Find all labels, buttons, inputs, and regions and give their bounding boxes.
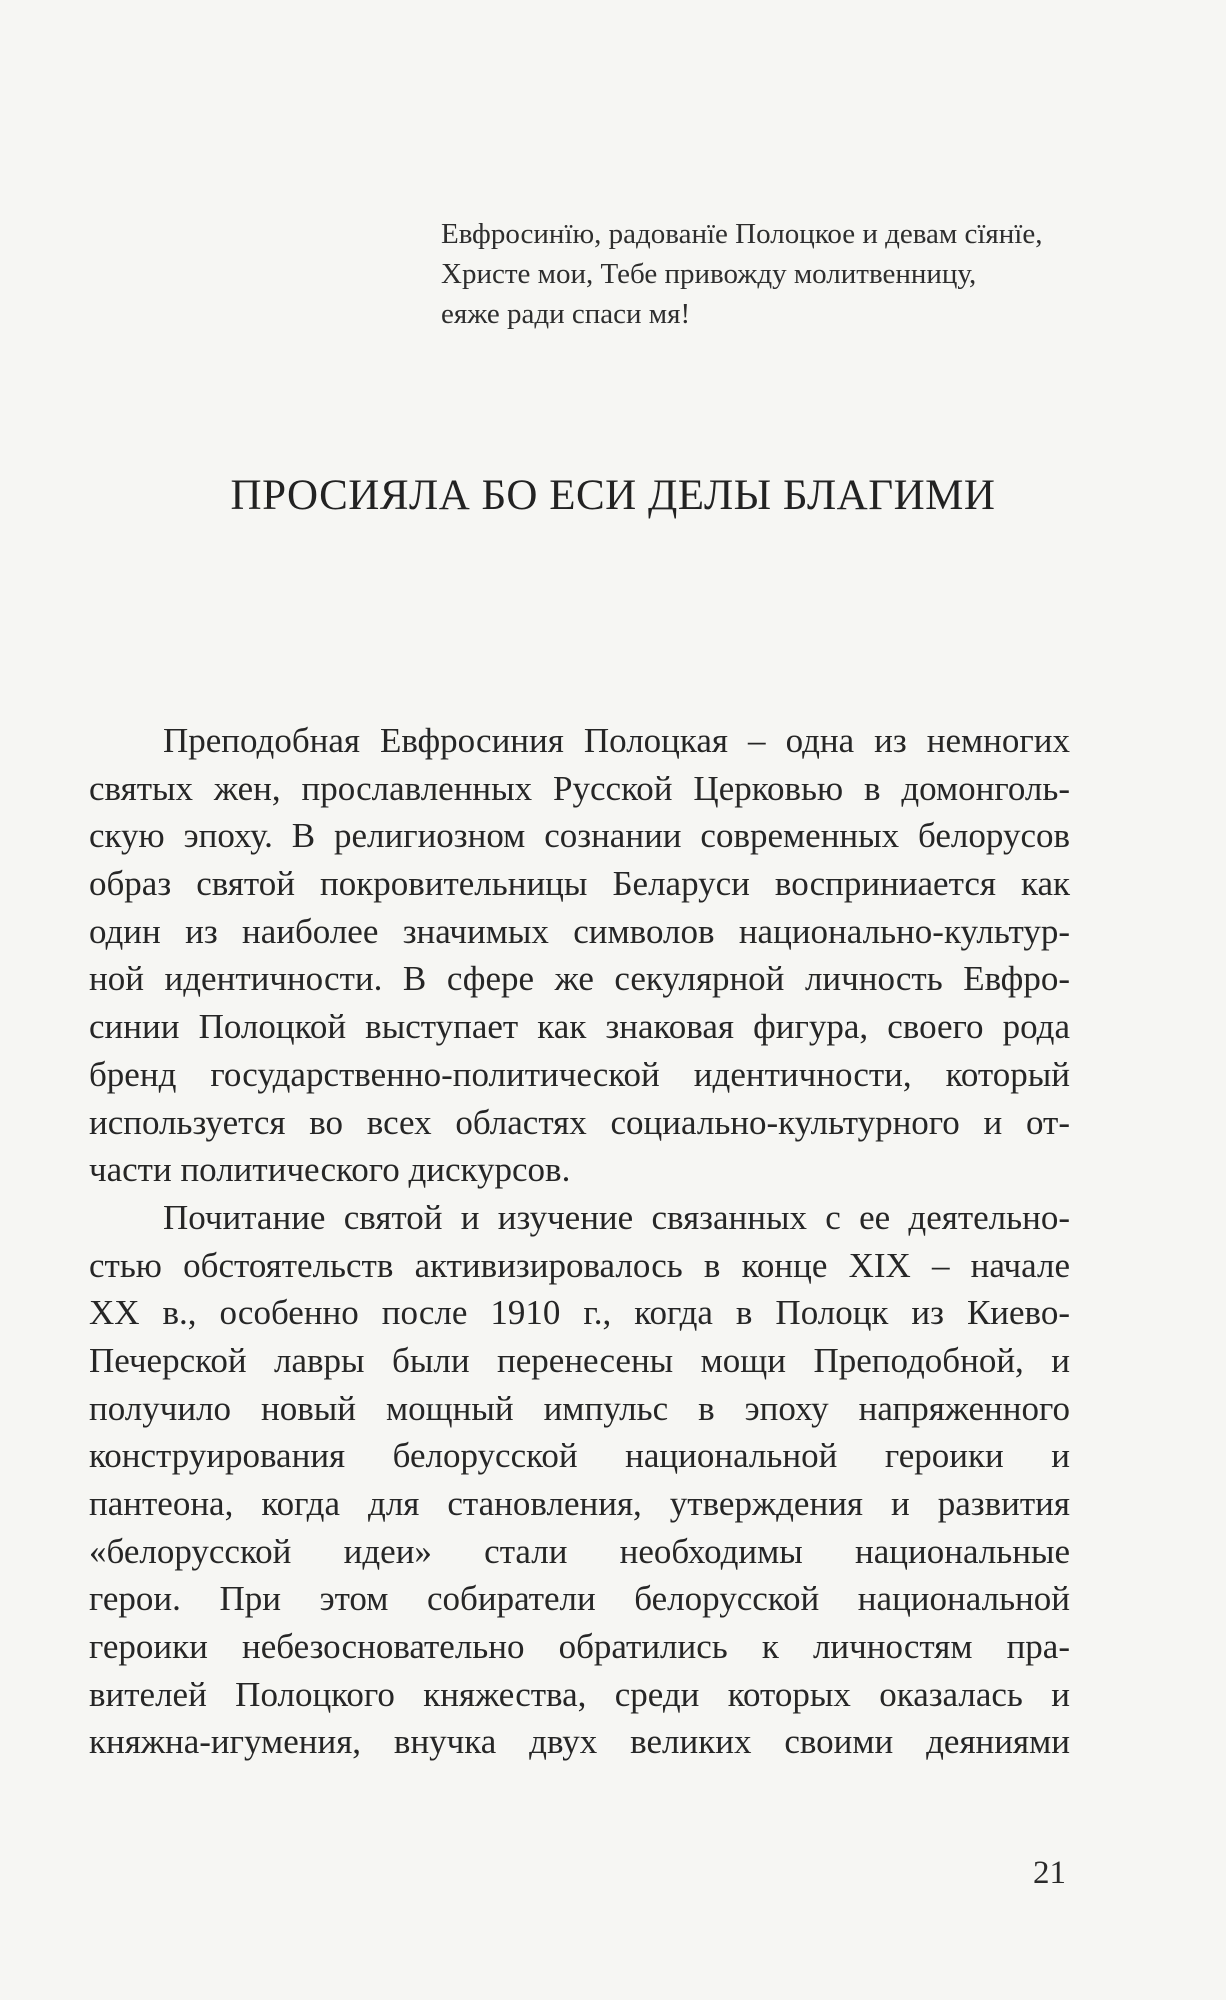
epigraph-line: Евфросинїю, радованїе Полоцкое и девам сїянїе,	[441, 218, 1043, 250]
text-line: «белорусской идеи» стали необходимы национальные	[89, 1531, 1070, 1571]
page-number: 21	[1033, 1855, 1066, 1891]
text-line: герои. При этом собиратели белорусской национальной	[89, 1579, 1070, 1619]
text-line: используется во всех областях социально-культурного и от-	[89, 1102, 1070, 1142]
text-line: героики небезосновательно обратились к личностям пра-	[89, 1627, 1070, 1667]
text-line: вителей Полоцкого княжества, среди которых оказалась и	[89, 1674, 1070, 1714]
epigraph-line: Христе мои, Тебе привожду молитвенницу,	[441, 258, 977, 290]
text-line: XX в., особенно после 1910 г., когда в Полоцк из Киево-	[89, 1293, 1070, 1333]
epigraph	[441, 214, 1081, 334]
text-line: Преподобная Евфросиния Полоцкая – одна из немногих	[163, 721, 1070, 760]
text-line: один из наиболее значимых символов национально-культур-	[89, 911, 1070, 951]
body-text	[89, 717, 1070, 1766]
text-line: пантеона, когда для становления, утверждения и развития	[89, 1484, 1070, 1523]
text-line: образ святой покровительницы Беларуси восприниается как	[89, 864, 1070, 904]
text-line: скую эпоху. В религиозном сознании современных белорусов	[89, 816, 1070, 856]
text-line: Печерской лавры были перенесены мощи Преподобной, и	[89, 1340, 1070, 1380]
chapter-heading: ПРОСИЯЛА БО ЕСИ ДЕЛЫ БЛАГИМИ	[230, 472, 996, 519]
text-line: Почитание святой и изучение связанных с ее деятельно-	[163, 1197, 1070, 1237]
text-line: синии Полоцкой выступает как знаковая фигура, своего рода	[89, 1007, 1070, 1047]
text-line: конструирования белорусской национальной героики и	[89, 1436, 1070, 1476]
text-line: получило новый мощный импульс в эпоху напряженного	[89, 1388, 1070, 1428]
text-line: святых жен, прославленных Русской Церковью в домонголь-	[89, 768, 1070, 808]
text-line: бренд государственно-политической идентичности, который	[89, 1054, 1070, 1094]
text-line: части политического дискурсов.	[89, 1150, 571, 1190]
epigraph-line: еяже ради спаси мя!	[441, 298, 691, 330]
paragraph	[89, 1194, 1070, 1766]
text-line: ной идентичности. В сфере же секулярной личность Евфро-	[89, 959, 1070, 999]
paragraph	[89, 717, 1070, 1194]
text-line: княжна-игумения, внучка двух великих своими деяниями	[89, 1722, 1070, 1762]
text-line: стью обстоятельств активизировалось в конце XIX – начале	[89, 1245, 1070, 1285]
